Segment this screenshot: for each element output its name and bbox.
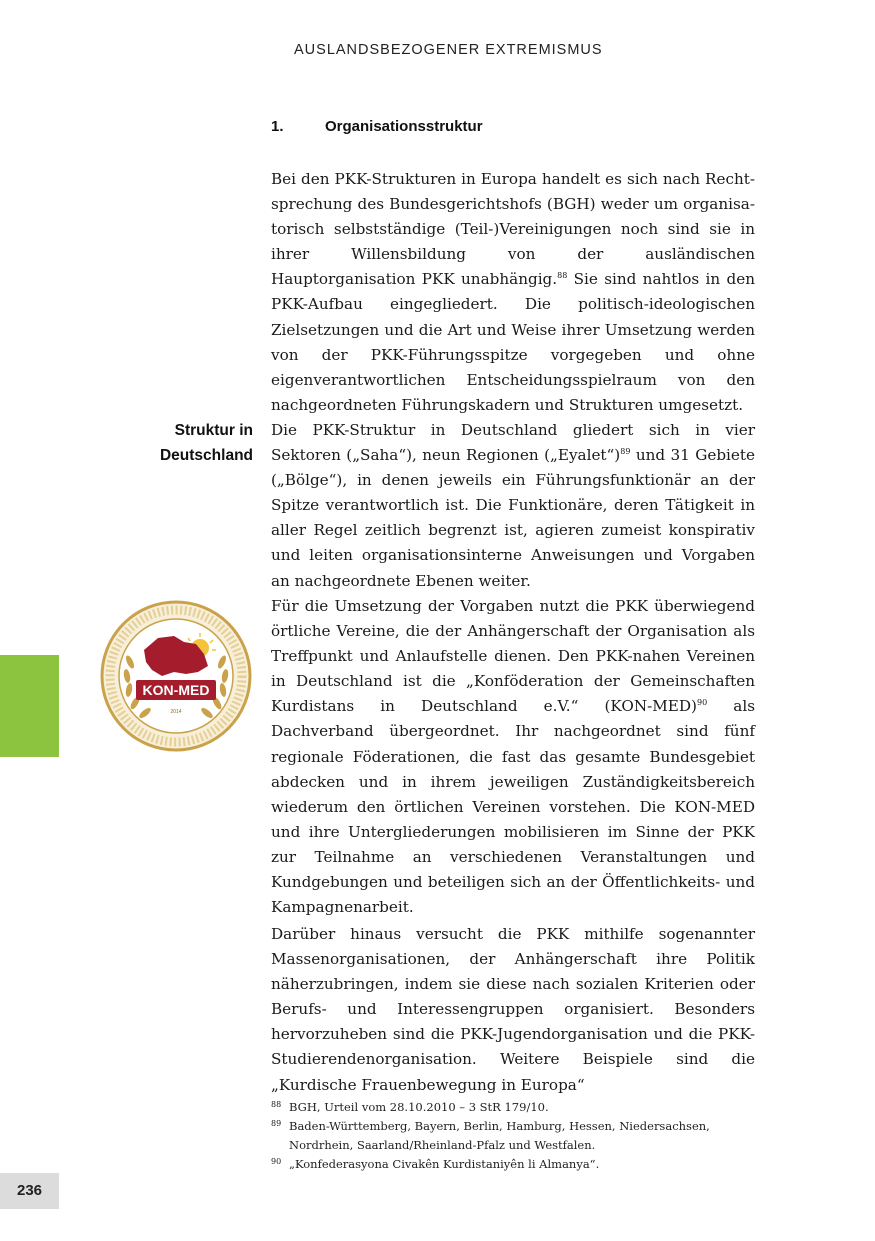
footnote-number: 90: [271, 1157, 282, 1166]
footnote-ref-88[interactable]: 88: [557, 271, 568, 281]
footnote-text: BGH, Urteil vom 28.10.2010 – 3 StR 179/10.: [289, 1100, 549, 1114]
footnote-number: 88: [271, 1100, 282, 1109]
paragraph-text: Bei den PKK-Strukturen in Europa handelt es sich nach Rechtsprechung des Bundesgerichtshofs (BGH) weder um organisatorisch selbstständige (Teil-)Vereinigungen noch sind sie in ihrer Willensbildung von der ausländischen Hauptorganisation PKK unabhängig.: [271, 170, 755, 289]
footnote-number: 89: [271, 1119, 282, 1128]
paragraph-text: Sie sind nahtlos in den PKK-Aufbau eingegliedert. Die politisch-ideologischen Zielsetzungen und die Art und Weise ihrer Umsetzung werden von der PKK-Führungsspitze vorgegeben und ohne eigenverantwortlichen Entscheidungsspielraum von den nachgeordneten Führungskadern und Strukturen umgesetzt.: [271, 270, 755, 414]
paragraph-structure: [271, 418, 755, 594]
page-number: 236: [0, 1173, 59, 1209]
kon-med-logo: [100, 600, 252, 752]
footnote-90: [271, 1155, 757, 1174]
paragraph-text: Die PKK-Struktur in Deutschland gliedert sich in vier Sektoren („Saha“), neun Regionen („Eyalet“): [271, 421, 755, 465]
section-title: Organisationsstruktur: [325, 118, 483, 135]
footnote-ref-89[interactable]: 89: [620, 447, 631, 457]
footnote-89: [271, 1117, 757, 1155]
section-heading: [271, 118, 483, 135]
chapter-tab-marker: [0, 655, 59, 757]
footnote-text: Baden-Württemberg, Bayern, Berlin, Hamburg, Hessen, Niedersachsen, Nordrhein, Saarland/Rheinland-Pfalz und Westfalen.: [289, 1119, 710, 1152]
section-number: 1.: [271, 118, 284, 135]
margin-heading: [120, 418, 253, 468]
paragraph-associations: [271, 594, 755, 920]
footnote-text: „Konfederasyona Civakên Kurdistaniyên li Almanya“.: [289, 1157, 600, 1171]
logo-wordmark: KON-MED: [142, 682, 210, 698]
paragraph-mass-organisations: Darüber hinaus versucht die PKK mithilfe sogenannter Massenorganisationen, der Anhängerschaft ihre Politik näherzubringen, indem sie diese nach sozialen Kriterien oder Berufs- und Interessengruppen organisiert. Besonders hervorzuheben sind die PKK-Jugendorganisation und die PKK-Studierendenorganisation. Weitere Beispiele sind die „Kurdische Frauenbewegung in Europa“: [271, 925, 755, 1094]
footnote-ref-90[interactable]: 90: [696, 698, 708, 708]
footnote-88: [271, 1098, 757, 1117]
margin-heading-line1: Struktur in: [174, 422, 253, 439]
footnotes: [271, 1098, 757, 1174]
paragraph-organisation: [271, 167, 755, 418]
running-header: AUSLANDSBEZOGENER EXTREMISMUS: [294, 42, 603, 58]
paragraph-text: als Dachverband übergeordnet. Ihr nachgeordnet sind fünf regionale Föderationen, die fast das gesamte Bundesgebiet abdecken und in ihrem jeweiligen Zuständigkeitsbereich wiederum den örtlichen Vereinen vorstehen. Die KON-MED und ihre Untergliederungen mobilisieren im Sinne der PKK zur Teilnahme an verschiedenen Veranstaltungen und Kundgebungen und beteiligen sich an der Öffentlichkeits- und Kampagnenarbeit.: [271, 697, 755, 917]
logo-year: 2014: [170, 709, 182, 715]
paragraph-text: und 31 Gebiete („Bölge“), in denen jeweils ein Führungsfunktionär an der Spitze verantwortlich ist. Die Funktionäre, deren Tätigkeit in aller Regel zeitlich begrenzt ist, agieren zumeist konspirativ und leiten organisationsinterne Anweisungen und Vorgaben an nachgeordnete Ebenen weiter.: [271, 446, 755, 590]
margin-heading-line2: Deutschland: [159, 447, 253, 464]
paragraph-text: Für die Umsetzung der Vorgaben nutzt die PKK überwiegend örtliche Vereine, die der Anhängerschaft der Organisation als Treffpunkt und Anlaufstelle dienen. Den PKK-nahen Vereinen in Deutschland ist die „Konföderation der Gemeinschaften Kurdistans in Deutschland e.V.“ (KON-MED): [271, 597, 755, 716]
